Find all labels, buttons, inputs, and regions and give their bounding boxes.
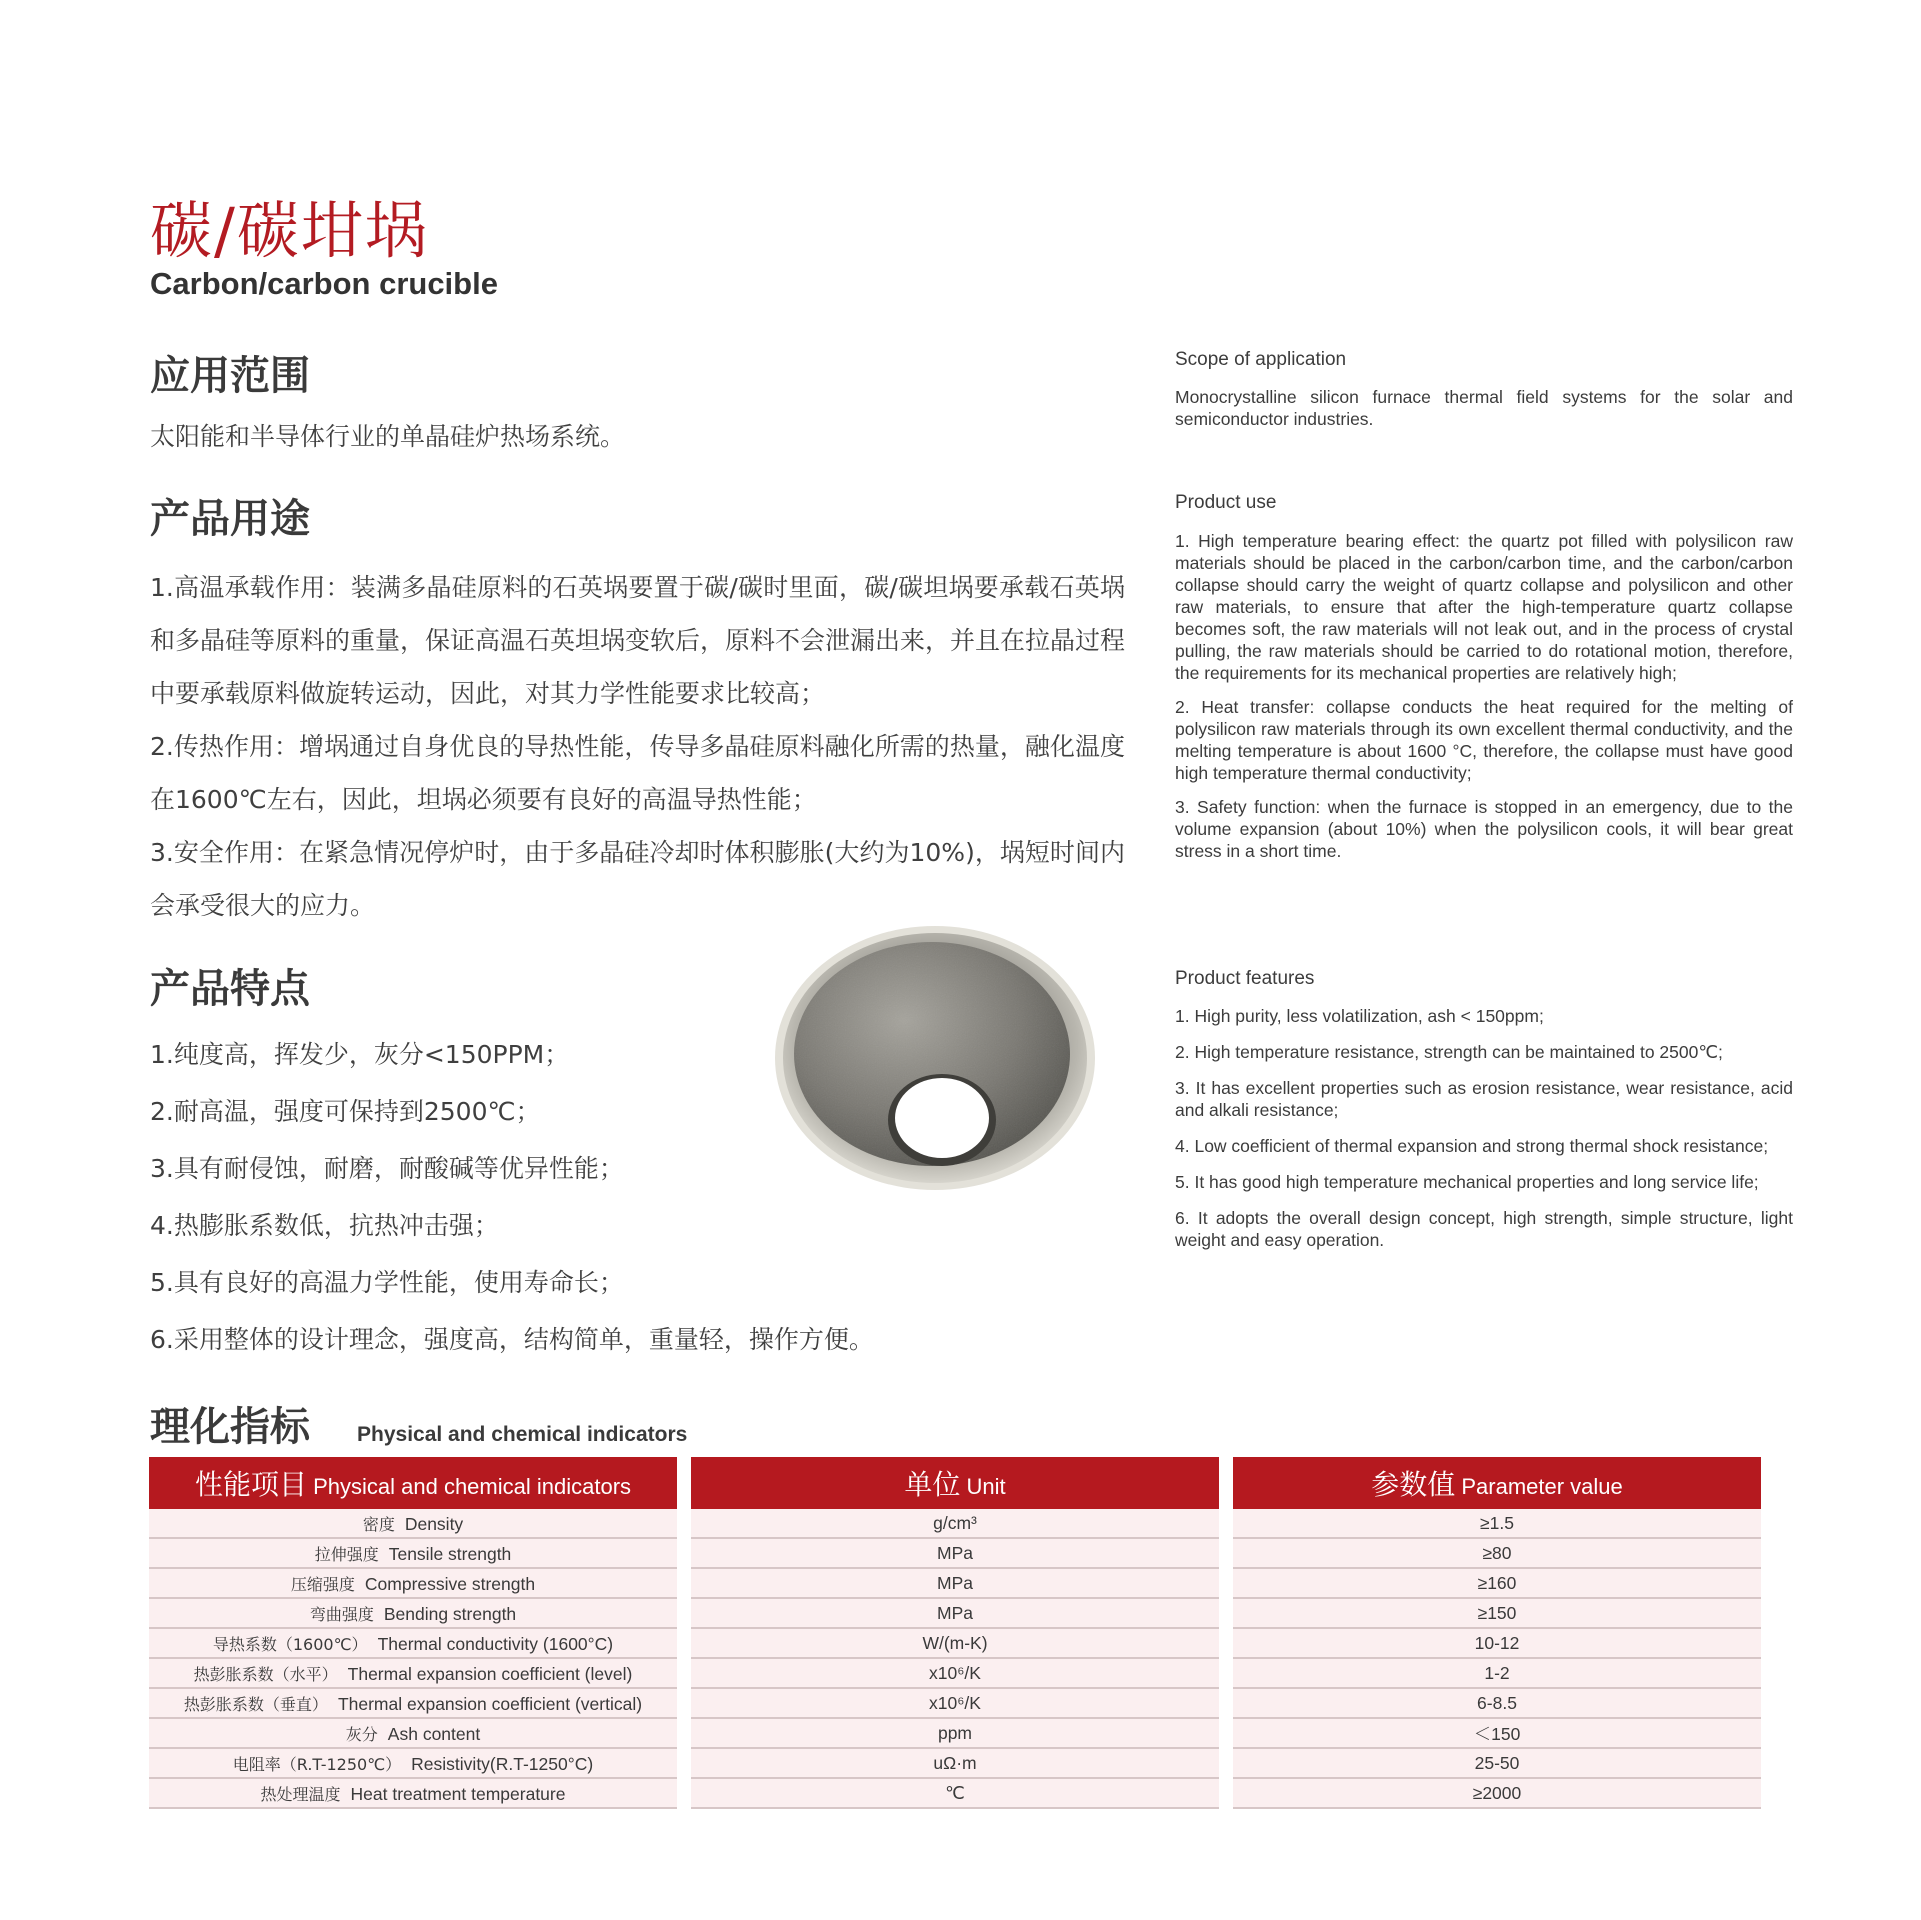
cell-unit: ppm: [691, 1719, 1219, 1749]
column-header-value-en: Parameter value: [1461, 1474, 1623, 1499]
property-name-en: Resistivity(R.T-1250°C): [411, 1753, 594, 1774]
cell-property: [149, 1719, 677, 1749]
property-name-cn: 热处理温度: [260, 1784, 341, 1804]
cell-unit: x10⁶/K: [691, 1689, 1219, 1719]
cell-unit: W/(m-K): [691, 1629, 1219, 1659]
table-row: [149, 1569, 1761, 1599]
property-name-en: Density: [404, 1513, 464, 1534]
page-title-cn: 碳/碳坩埚: [150, 194, 429, 267]
scope-text-en: Monocrystalline silicon furnace thermal field systems for the solar and semiconductor industries.: [1175, 387, 1793, 429]
column-header-value-cn: 参数值: [1371, 1468, 1456, 1501]
cell-value: ≥1.5: [1233, 1509, 1761, 1539]
cell-unit: uΩ·m: [691, 1749, 1219, 1779]
cell-property: [149, 1779, 677, 1809]
property-name-en: Thermal conductivity (1600°C): [377, 1633, 614, 1654]
cell-unit: MPa: [691, 1569, 1219, 1599]
use-list-cn: [150, 561, 1125, 932]
feature-item-en-2: 2. High temperature resistance, strength can be maintained to 2500℃;: [1175, 1042, 1723, 1062]
cell-value: 6-8.5: [1233, 1689, 1761, 1719]
cell-value: 25-50: [1233, 1749, 1761, 1779]
scope-heading-cn: 应用范围: [150, 353, 310, 399]
column-header-unit: [691, 1457, 1219, 1509]
cell-property: [149, 1689, 677, 1719]
column-header-value: [1233, 1457, 1761, 1509]
feature-item-cn-4: 4.热膨胀系数低，抗热冲击强；: [150, 1211, 499, 1240]
property-name-en: Bending strength: [383, 1603, 517, 1624]
cell-property: [149, 1749, 677, 1779]
property-name-cn: 导热系数（1600℃）: [212, 1634, 368, 1654]
feature-item-en-3: 3. It has excellent properties such as erosion resistance, wear resistance, acid and alkali resistance;: [1175, 1078, 1793, 1120]
column-header-property-cn: 性能项目: [194, 1468, 307, 1501]
cell-value: 10-12: [1233, 1629, 1761, 1659]
use-heading-cn: 产品用途: [150, 496, 310, 542]
property-name-cn: 灰分: [345, 1724, 378, 1744]
crucible-product-image: [772, 922, 1102, 1202]
scope-text-cn: 太阳能和半导体行业的单晶硅炉热场系统。: [150, 422, 626, 451]
table-row: [149, 1539, 1761, 1569]
cell-unit: MPa: [691, 1599, 1219, 1629]
cell-unit: x10⁶/K: [691, 1659, 1219, 1689]
use-heading-en: Product use: [1175, 492, 1277, 513]
cell-value: 1-2: [1233, 1659, 1761, 1689]
feature-item-en-1: 1. High purity, less volatilization, ash < 150ppm;: [1175, 1006, 1544, 1026]
cell-property: [149, 1659, 677, 1689]
cell-unit: ℃: [691, 1779, 1219, 1809]
table-row: [149, 1719, 1761, 1749]
property-name-cn: 密度: [362, 1514, 395, 1534]
feature-item-cn-6: 6.采用整体的设计理念，强度高，结构简单，重量轻，操作方便。: [150, 1325, 874, 1354]
feature-item-cn-1: 1.纯度高，挥发少，灰分<150PPM；: [150, 1040, 570, 1069]
features-heading-en: Product features: [1175, 968, 1315, 989]
use-item-en-2: 2. Heat transfer: collapse conducts the heat required for the melting of polysilicon raw materials through its own excellent thermal conductivity, and the melting temperature is about 1600 °C, therefore, the collapse must have good high temperature thermal conductivity;: [1175, 697, 1793, 783]
cell-property: [149, 1599, 677, 1629]
property-name-cn: 压缩强度: [290, 1574, 355, 1594]
column-header-property-en: Physical and chemical indicators: [313, 1474, 632, 1499]
page-title-en: Carbon/carbon crucible: [150, 266, 498, 301]
feature-item-en-4: 4. Low coefficient of thermal expansion and strong thermal shock resistance;: [1175, 1136, 1769, 1156]
feature-item-cn-2: 2.耐高温，强度可保持到2500℃；: [150, 1097, 541, 1126]
cell-value: ≥160: [1233, 1569, 1761, 1599]
property-name-cn: 热彭胀系数（水平）: [193, 1664, 338, 1684]
use-item-cn-1: 1.高温承载作用：装满多晶硅原料的石英埚要置于碳/碳时里面，碳/碳坦埚要承载石英埚和多晶硅等原料的重量，保证高温石英坦埚变软后，原料不会泄漏出来，并且在拉晶过程中要承载原料做旋转运动，因此，对其力学性能要求比较高；: [150, 573, 1126, 708]
scope-heading-en: Scope of application: [1175, 349, 1347, 370]
use-item-cn-2: 2.传热作用：增埚通过自身优良的导热性能，传导多晶硅原料融化所需的热量，融化温度在1600℃左右，因此，坦埚必须要有良好的高温导热性能；: [150, 732, 1125, 814]
feature-item-en-5: 5. It has good high temperature mechanical properties and long service life;: [1175, 1172, 1759, 1192]
cell-unit: MPa: [691, 1539, 1219, 1569]
property-name-en: Ash content: [387, 1723, 481, 1744]
cell-property: [149, 1539, 677, 1569]
property-name-cn: 电阻率（R.T-1250℃）: [232, 1754, 402, 1774]
property-name-en: Heat treatment temperature: [350, 1783, 566, 1804]
cell-value: ≥150: [1233, 1599, 1761, 1629]
features-list-cn: [150, 1026, 874, 1368]
use-item-en-1: 1. High temperature bearing effect: the quartz pot filled with polysilicon raw materials should be placed in the carbon/carbon time, and the carbon/carbon collapse should carry the weight of quartz collapse and polysilicon and other raw materials, to ensure that after the high-temperature quartz collapse becomes soft, the raw materials will not leak out, and in the process of crystal pulling, the raw materials should be carried to do rotational motion, therefore, the requirements for its mechanical properties are relatively high;: [1175, 531, 1793, 683]
property-name-en: Compressive strength: [364, 1573, 536, 1594]
table-row: [149, 1779, 1761, 1809]
column-header-property: [149, 1457, 677, 1509]
property-name-cn: 弯曲强度: [309, 1604, 374, 1624]
indicators-table: [135, 1457, 1775, 1809]
property-name-en: Thermal expansion coefficient (level): [347, 1663, 633, 1684]
cell-property: [149, 1629, 677, 1659]
cell-unit: g/cm³: [691, 1509, 1219, 1539]
table-body: [149, 1509, 1761, 1809]
table-row: [149, 1749, 1761, 1779]
feature-item-en-6: 6. It adopts the overall design concept, high strength, simple structure, light weight and easy operation.: [1175, 1208, 1793, 1250]
use-list-en: [1175, 530, 1793, 862]
cell-value: ≥2000: [1233, 1779, 1761, 1809]
indicators-heading-en: Physical and chemical indicators: [357, 1423, 688, 1446]
use-item-en-3: 3. Safety function: when the furnace is stopped in an emergency, due to the volume expansion (about 10%) when the polysilicon cools, it will bear great stress in a short time.: [1175, 797, 1793, 861]
table-row: [149, 1659, 1761, 1689]
property-name-cn: 拉伸强度: [314, 1544, 379, 1564]
cell-property: [149, 1569, 677, 1599]
property-name-en: Thermal expansion coefficient (vertical): [337, 1693, 643, 1714]
table-row: [149, 1629, 1761, 1659]
cell-value: ＜150: [1233, 1719, 1761, 1749]
table-header-row: [149, 1457, 1761, 1509]
property-name-cn: 热彭胀系数（垂直）: [183, 1694, 328, 1714]
table-row: [149, 1599, 1761, 1629]
column-header-unit-en: Unit: [966, 1474, 1006, 1499]
feature-item-cn-3: 3.具有耐侵蚀，耐磨，耐酸碱等优异性能；: [150, 1154, 624, 1183]
indicators-heading-cn: 理化指标: [150, 1404, 310, 1450]
cell-property: [149, 1509, 677, 1539]
property-name-en: Tensile strength: [388, 1543, 512, 1564]
features-list-en: [1175, 1005, 1793, 1251]
cell-value: ≥80: [1233, 1539, 1761, 1569]
feature-item-cn-5: 5.具有良好的高温力学性能，使用寿命长；: [150, 1268, 624, 1297]
use-item-cn-3: 3.安全作用：在紧急情况停炉时，由于多晶硅冷却时体积膨胀(大约为10%)，埚短时间内会承受很大的应力。: [150, 838, 1125, 920]
table-row: [149, 1509, 1761, 1539]
column-header-unit-cn: 单位: [904, 1468, 961, 1501]
features-heading-cn: 产品特点: [150, 966, 310, 1012]
table-row: [149, 1689, 1761, 1719]
